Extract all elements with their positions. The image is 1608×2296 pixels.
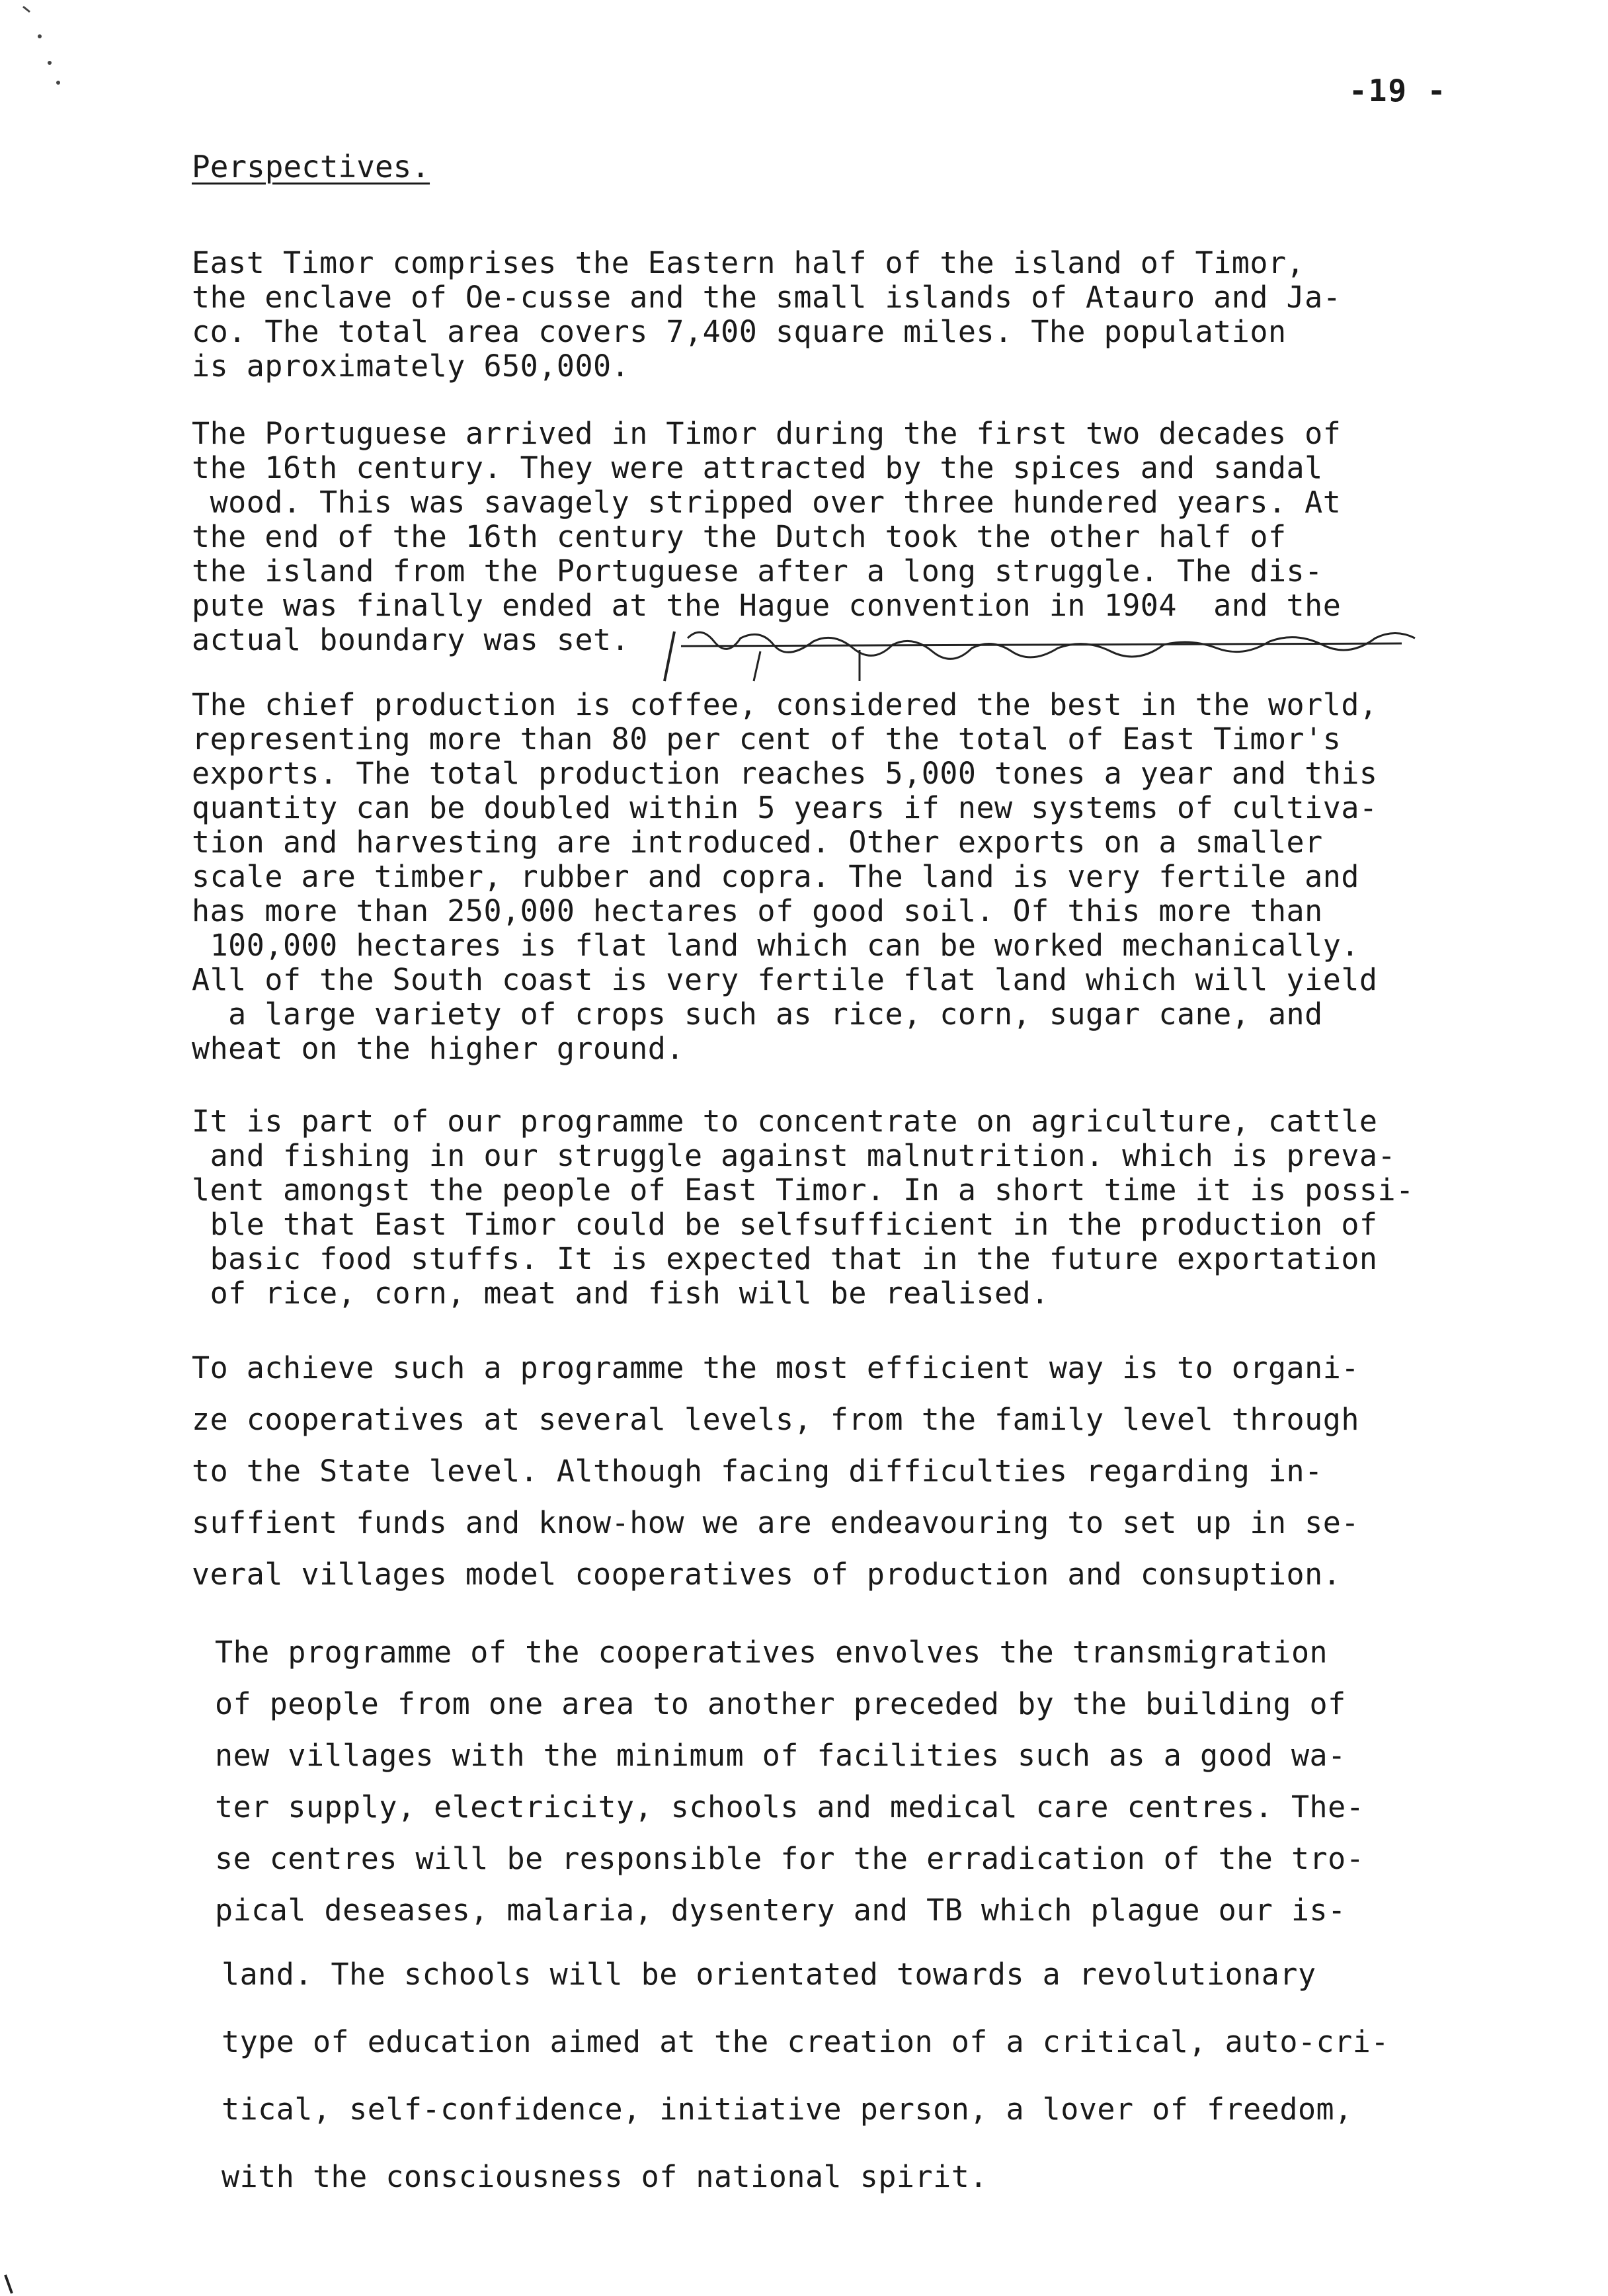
text-line: land. The schools will be orientated towards a revolutionary xyxy=(221,1957,1316,1992)
text-line: exports. The total production reaches 5,000 tones a year and this xyxy=(192,756,1378,791)
text-line: the enclave of Oe-cusse and the small islands of Atauro and Ja- xyxy=(192,280,1342,315)
section-heading: Perspectives. xyxy=(192,149,430,184)
text-line: pute was finally ended at the Hague convention in 1904 and the xyxy=(192,588,1342,623)
text-line: has more than 250,000 hectares of good soil. Of this more than xyxy=(192,893,1323,928)
text-line: 100,000 hectares is flat land which can be worked mechanically. xyxy=(192,928,1359,963)
text-line: with the consciousness of national spirit. xyxy=(221,2159,988,2194)
text-line: ter supply, electricity, schools and medical care centres. The- xyxy=(215,1789,1365,1824)
text-line: wheat on the higher ground. xyxy=(192,1031,684,1066)
text-line: lent amongst the people of East Timor. In a short time it is possi- xyxy=(192,1172,1414,1208)
text-line: veral villages model cooperatives of production and consuption. xyxy=(192,1557,1342,1592)
text-line: representing more than 80 per cent of the total of East Timor's xyxy=(192,721,1342,757)
text-line: of rice, corn, meat and fish will be realised. xyxy=(192,1276,1049,1311)
text-line: wood. This was savagely stripped over three hundered years. At xyxy=(192,485,1342,520)
text-line: actual boundary was set. xyxy=(192,622,630,657)
text-line: tical, self-confidence, initiative person, a lover of freedom, xyxy=(221,2092,1353,2127)
text-line: pical deseases, malaria, dysentery and TB which plague our is- xyxy=(215,1893,1346,1928)
text-line: to the State level. Although facing difficulties regarding in- xyxy=(192,1454,1323,1489)
text-line: All of the South coast is very fertile flat land which will yield xyxy=(192,962,1378,997)
text-line: The chief production is coffee, considered the best in the world, xyxy=(192,687,1378,722)
text-line: a large variety of crops such as rice, corn, sugar cane, and xyxy=(192,997,1323,1032)
text-line: The Portuguese arrived in Timor during the first two decades of xyxy=(192,416,1342,451)
text-line: new villages with the minimum of facilities such as a good wa- xyxy=(215,1738,1346,1773)
text-line: scale are timber, rubber and copra. The land is very fertile and xyxy=(192,859,1359,894)
text-line: the 16th century. They were attracted by the spices and sandal xyxy=(192,450,1323,485)
text-line: type of education aimed at the creation of a critical, auto-cri- xyxy=(221,2024,1389,2059)
text-line: basic food stuffs. It is expected that in the future exportation xyxy=(192,1241,1378,1276)
text-line: the end of the 16th century the Dutch took the other half of xyxy=(192,519,1287,554)
text-line: It is part of our programme to concentrate on agriculture, cattle xyxy=(192,1104,1378,1139)
text-line: quantity can be doubled within 5 years if new systems of cultiva- xyxy=(192,790,1378,825)
text-line: co. The total area covers 7,400 square miles. The population xyxy=(192,314,1287,349)
text-line: To achieve such a programme the most efficient way is to organi- xyxy=(192,1350,1359,1385)
text-line: tion and harvesting are introduced. Other exports on a smaller xyxy=(192,825,1323,860)
text-line: and fishing in our struggle against malnutrition. which is preva- xyxy=(192,1138,1396,1173)
text-line: The programme of the cooperatives envolves the transmigration xyxy=(215,1635,1328,1670)
text-line: suffient funds and know-how we are endeavouring to set up in se- xyxy=(192,1505,1359,1540)
text-line: ble that East Timor could be selfsufficient in the production of xyxy=(192,1207,1378,1242)
text-line: is aproximately 650,000. xyxy=(192,348,630,384)
page-number: -19 - xyxy=(1349,73,1447,108)
text-line: East Timor comprises the Eastern half of the island of Timor, xyxy=(192,245,1305,280)
text-line: se centres will be responsible for the erradication of the tro- xyxy=(215,1841,1365,1876)
text-line: ze cooperatives at several levels, from the family level through xyxy=(192,1402,1359,1437)
text-line: the island from the Portuguese after a long struggle. The dis- xyxy=(192,554,1323,589)
text-line: of people from one area to another preceded by the building of xyxy=(215,1686,1346,1721)
